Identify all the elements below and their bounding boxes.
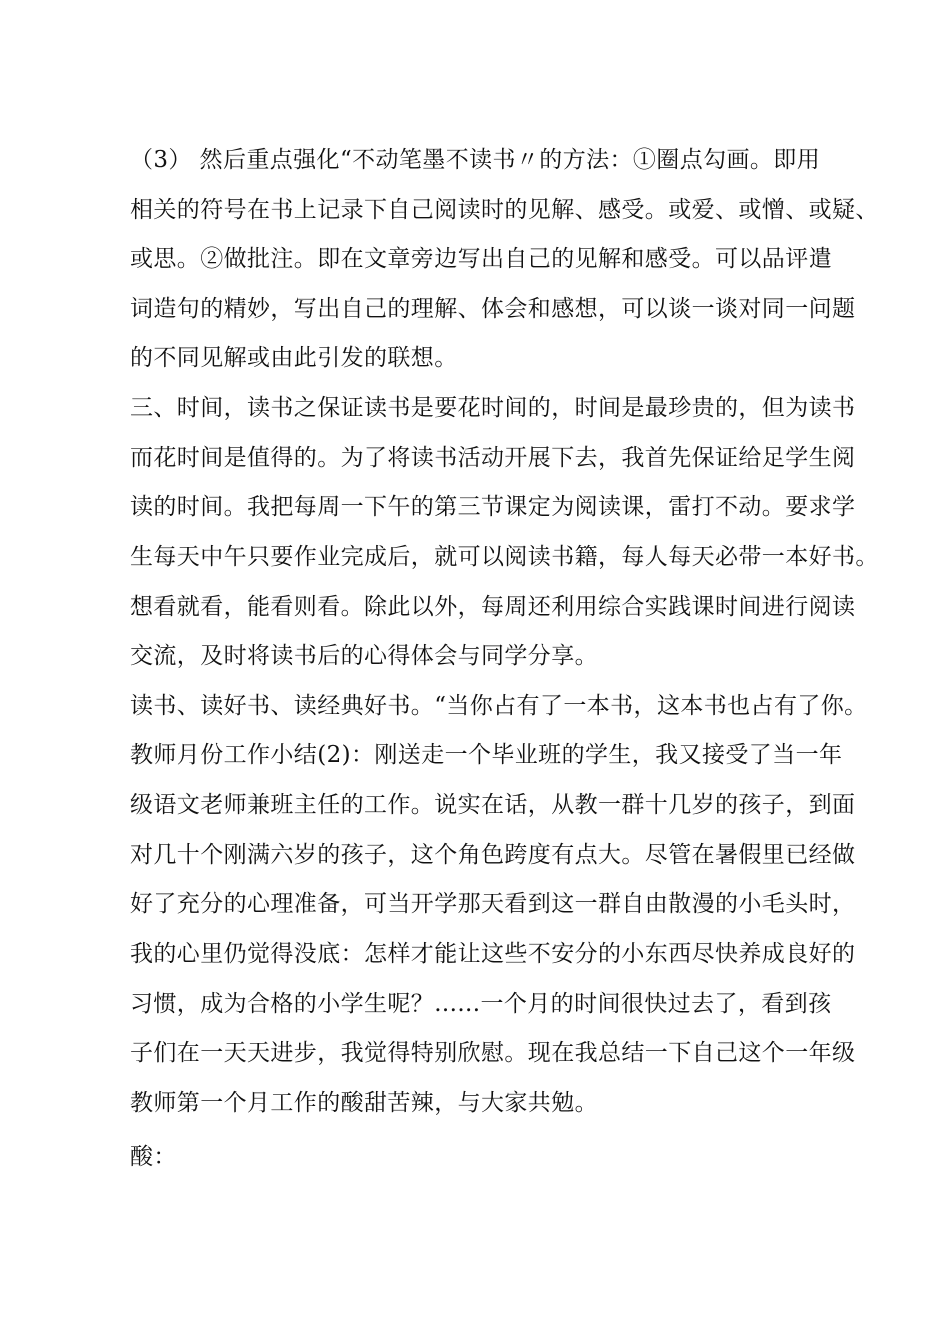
text-line: 好了充分的心理准备，可当开学那天看到这一群自由散漫的小毛头时， [130,891,856,917]
text-line: 子们在一天天进步，我觉得特别欣慰。现在我总结一下自己这个一年级 [130,1040,856,1066]
text-line: 而花时间是值得的。为了将读书活动开展下去，我首先保证给足学生阅 [130,445,856,471]
text-line: 或思。②做批注。即在文章旁边写出自己的见解和感受。可以品评遣 [130,246,832,272]
text-line: 交流，及时将读书后的心得体会与同学分享。 [130,643,598,669]
text-line: 三、时间，读书之保证读书是要花时间的，时间是最珍贵的，但为读书 [130,395,856,421]
text-line: （3） 然后重点强化“不动笔墨不读书〃的方法：①圈点勾画。即用 [130,147,821,173]
text-line: 教师月份工作小结(2)：刚送走一个毕业班的学生，我又接受了当一年 [130,742,843,768]
text-line: 相关的符号在书上记录下自己阅读时的见解、感受。或爱、或憎、或疑、 [130,197,879,223]
text-line: 生每天中午只要作业完成后，就可以阅读书籍，每人每天必带一本好书。 [130,544,879,570]
text-line: 词造句的精妙，写出自己的理解、体会和感想，可以谈一谈对同一问题 [130,296,856,322]
text-line: 教师第一个月工作的酸甜苦辣，与大家共勉。 [130,1090,598,1116]
text-line: 级语文老师兼班主任的工作。说实在话，从教一群十几岁的孩子，到面 [130,792,856,818]
text-line: 对几十个刚满六岁的孩子，这个角色跨度有点大。尽管在暑假里已经做 [130,842,856,868]
text-line: 读的时间。我把每周一下午的第三节课定为阅读课，雷打不动。要求学 [130,494,856,520]
text-line: 读书、读好书、读经典好书。“当你占有了一本书，这本书也占有了你。 [130,693,868,719]
text-line: 的不同见解或由此引发的联想。 [130,345,458,371]
text-line: 习惯，成为合格的小学生呢？......一个月的时间很快过去了，看到孩 [130,991,832,1017]
text-line: 我的心里仍觉得没底：怎样才能让这些不安分的小东西尽快养成良好的 [130,941,856,967]
text-line: 想看就看，能看则看。除此以外，每周还利用综合实践课时间进行阅读 [130,594,856,620]
section-heading: 酸： [130,1144,177,1170]
